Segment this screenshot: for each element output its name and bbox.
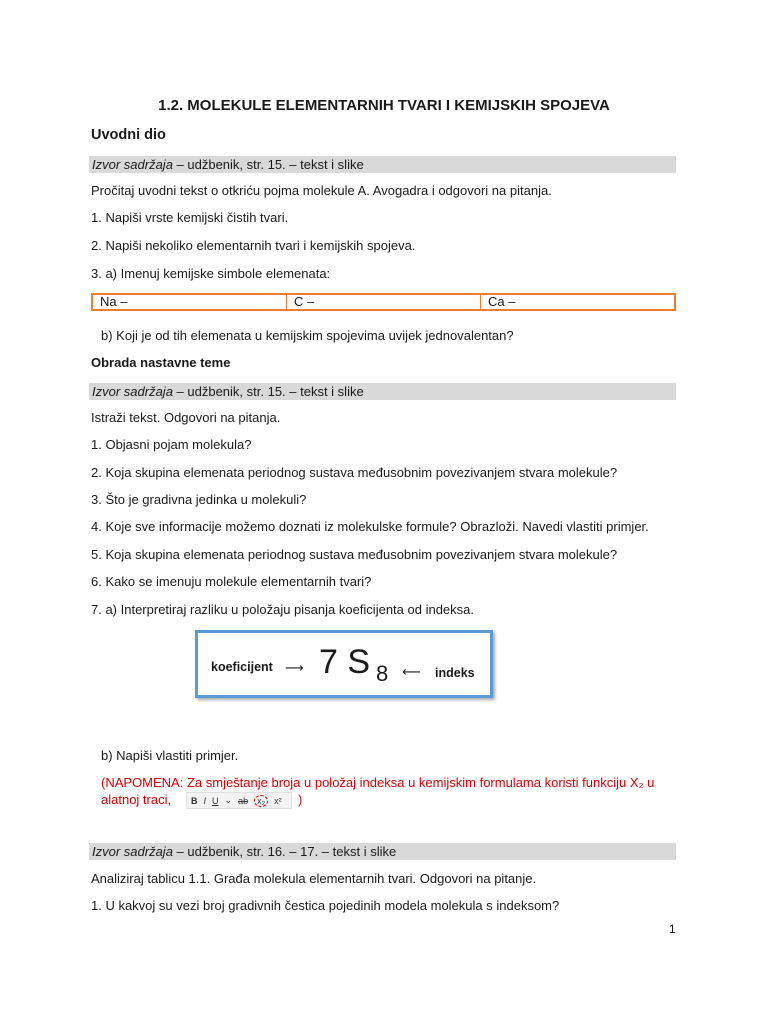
source-detail: – udžbenik, str. 15. – tekst i slike (172, 157, 364, 172)
note-line-1: (NAPOMENA: Za smještanje broja u položaj indeksa u kemijskim formulama koristi funkciju X₂ u (101, 775, 655, 790)
superscript-icon: x² (274, 795, 282, 806)
main-line: 4. Koje sve informacije možemo doznati iz molekulske formule? Obrazloži. Navedi vlastiti primjer. (91, 519, 649, 534)
main-line: Istraži tekst. Odgovori na pitanja. (91, 410, 281, 425)
part3-line: Analiziraj tablicu 1.1. Građa molekula elementarnih tvari. Odgovori na pitanje. (91, 871, 537, 886)
source-detail: – udžbenik, str. 16. – 17. – tekst i slike (172, 844, 397, 859)
figure-coefficient-label: koeficijent (211, 660, 273, 674)
intro-line: 2. Napiši nekoliko elementarnih tvari i kemijskih spojeva. (91, 238, 416, 253)
document-title: 1.2. MOLEKULE ELEMENTARNIH TVARI I KEMIJSKIH SPOJEVA (158, 97, 610, 114)
source-label: Izvor sadržaja (92, 844, 173, 859)
source-bar-part3 (89, 843, 676, 860)
main-question-7b: b) Napiši vlastiti primjer. (101, 748, 239, 763)
source-label: Izvor sadržaja (92, 384, 173, 399)
main-line: 1. Objasni pojam molekula? (91, 437, 252, 452)
source-detail: – udžbenik, str. 15. – tekst i slike (172, 384, 364, 399)
bold-icon: B (191, 795, 198, 806)
note-line-2-end: ) (298, 792, 303, 807)
strikethrough-icon: ab (238, 795, 249, 806)
figure-formula: 7 S (319, 643, 371, 681)
arrow-left-icon: ⟵ (402, 664, 421, 679)
intro-line: Pročitaj uvodni tekst o otkriću pojma molekule A. Avogadra i odgovori na pitanja. (91, 183, 552, 198)
section-heading-intro: Uvodni dio (91, 127, 166, 143)
intro-line: 3. a) Imenuj kemijske simbole elemenata: (91, 266, 331, 281)
page-number: 1 (669, 922, 676, 936)
part3-line: 1. U kakvoj su vezi broj gradivnih čestica pojedinih modela molekula s indeksom? (91, 898, 560, 913)
main-line: 7. a) Interpretiraj razliku u položaju pisanja koeficijenta od indeksa. (91, 602, 474, 617)
figure-index-label: indeks (435, 666, 475, 680)
element-symbols-table (91, 293, 676, 311)
formatting-toolbar-image (186, 792, 292, 809)
source-label: Izvor sadržaja (92, 157, 173, 172)
symbol-cell: Na – (93, 295, 287, 309)
main-line: 6. Kako se imenuju molekule elementarnih tvari? (91, 574, 372, 589)
subscript-icon: x₂ (254, 795, 268, 807)
main-line: 5. Koja skupina elemenata periodnog sustava međusobnim povezivanjem stvara molekule? (91, 547, 618, 562)
coefficient-index-figure (195, 630, 493, 698)
symbol-cell: Ca – (488, 294, 516, 309)
source-bar-intro (89, 156, 676, 173)
chevron-down-icon: ⌄ (224, 795, 233, 805)
section-heading-main: Obrada nastavne teme (91, 355, 231, 370)
main-line: 3. Što je gradivna jedinka u molekuli? (91, 492, 307, 507)
symbol-cell: C – (287, 295, 481, 309)
intro-line: 1. Napiši vrste kemijski čistih tvari. (91, 210, 289, 225)
arrow-right-icon: ⟶ (285, 660, 304, 675)
intro-question-3b: b) Koji je od tih elemenata u kemijskim spojevima uvijek jednovalentan? (101, 328, 514, 343)
source-bar-main (89, 383, 676, 400)
italic-icon: I (203, 795, 207, 806)
figure-formula-subscript: 8 (376, 661, 389, 686)
main-line: 2. Koja skupina elemenata periodnog sustava međusobnim povezivanjem stvara molekule? (91, 465, 618, 480)
note-line-2-start: alatnoj traci, (101, 792, 172, 807)
underline-icon: U (212, 795, 219, 806)
